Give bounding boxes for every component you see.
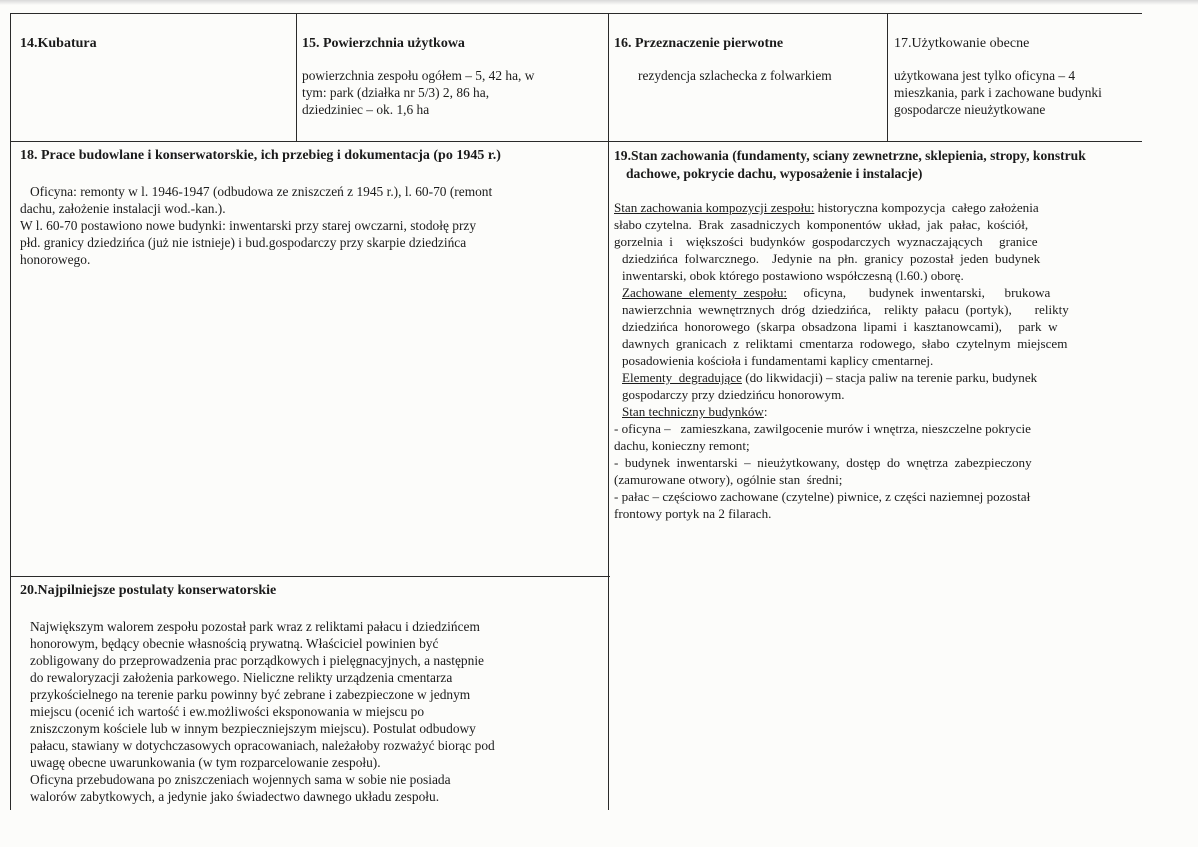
section-15-line: tym: park (działka nr 5/3) 2, 86 ha, xyxy=(302,85,490,100)
row-divider-2 xyxy=(10,576,610,577)
section-20-line: Największym walorem zespołu pozostał park wraz z reliktami pałacu i dziedzińcem xyxy=(30,619,480,634)
section-19-p1-heading: Stan zachowania kompozycji zespołu: xyxy=(614,200,815,215)
section-19-p4-line: (zamurowane otwory), ogólnie stan średni; xyxy=(614,472,843,487)
section-18-prace-budowlane xyxy=(20,147,604,268)
section-18-line: W l. 60-70 postawiono nowe budynki: inwentarski przy starej owczarni, stodołę przy xyxy=(20,218,477,233)
table-top-border xyxy=(10,13,1142,14)
col-divider-17 xyxy=(887,13,888,141)
section-19-p4-colon: : xyxy=(763,404,768,419)
section-19-p1-line: gorzelnia i większości budynków gospodarczych wyznaczających granice xyxy=(614,234,1038,249)
section-20-line: zobligowany do przeprowadzenia prac porządkowych i pielęgnacyjnych, a następnie xyxy=(30,653,484,668)
section-17-uzytkowanie xyxy=(894,35,1144,118)
section-20-line: zniszczonym kościele lub w innym bezpieczniejszym miejscu). Postulat odbudowy xyxy=(30,721,476,736)
section-19-p2-line: dziedzińca honorowego (skarpa obsadzona lipami i kasztanowcami), park w xyxy=(622,319,1058,334)
section-19-stan-zachowania xyxy=(614,147,1142,522)
section-19-p2-rest: oficyna, budynek inwentarski, brukowa xyxy=(787,285,1051,300)
section-17-line: gospodarcze nieużytkowane xyxy=(894,102,1046,117)
row-divider-1 xyxy=(10,141,1142,142)
section-19-p2-line: nawierzchnia wewnętrznych dróg dziedzińca, relikty pałacu (portyk), relikty xyxy=(622,302,1069,317)
section-19-p1-rest: historyczna kompozycja całego założenia xyxy=(814,200,1039,215)
section-16-value: rezydencja szlachecka z folwarkiem xyxy=(638,68,832,83)
section-19-p3-line xyxy=(614,369,1140,386)
section-19-p1-line: dziedzińca folwarcznego. Jedynie na płn. granicy pozostał jeden budynek xyxy=(622,251,1041,266)
section-18-line: dachu, założenie instalacji wod.-kan.). xyxy=(20,201,226,216)
col-divider-middle xyxy=(608,13,609,810)
section-20-line: walorów zabytkowych, a jedynie jako świadectwo dawnego układu zespołu. xyxy=(30,789,440,804)
section-18-line: Oficyna: remonty w l. 1946-1947 (odbudowa ze zniszczeń z 1945 r.), l. 60-70 (remont xyxy=(30,184,493,199)
section-20-line: uwagę obecne uwarunkowania (w tym rozparcelowanie zespołu). xyxy=(30,755,381,770)
section-19-p1-line xyxy=(614,199,1140,216)
section-19-p2-heading: Zachowane elementy zespołu: xyxy=(622,285,788,300)
section-19-text xyxy=(614,199,1140,522)
section-19-p1-line: inwentarski, obok którego postawiono współczesną (l.60.) oborę. xyxy=(622,268,964,283)
section-19-p4-line: - oficyna – zamieszkana, zawilgocenie murów i wnętrza, nieszczelne pokrycie xyxy=(614,421,1031,436)
section-19-p4-line: dachu, konieczny remont; xyxy=(614,438,750,453)
section-19-p4-line xyxy=(614,403,1140,420)
section-17-label: 17.Użytkowanie obecne xyxy=(894,36,1030,51)
section-16-przeznaczenie xyxy=(614,35,882,84)
section-19-p4-line: - budynek inwentarski – nieużytkowany, dostęp do wnętrza zabezpieczony xyxy=(614,455,1032,470)
section-19-p2-line: posadowienia kościoła i fundamentami kaplicy cmentarnej. xyxy=(622,353,934,368)
section-20-text xyxy=(20,618,604,805)
section-19-label-line: dachowe, pokrycie dachu, wyposażenie i instalacje) xyxy=(626,166,923,181)
section-20-postulaty xyxy=(20,582,604,805)
section-19-label xyxy=(614,147,1142,183)
section-19-p1-line: słabo czytelna. Brak zasadniczych komponentów układ, jak pałac, kościół, xyxy=(614,217,1029,232)
section-17-text xyxy=(894,67,1144,118)
section-15-powierzchnia xyxy=(302,35,602,118)
section-15-text xyxy=(302,67,602,118)
section-19-p4-line: frontowy portyk na 2 filarach. xyxy=(614,506,772,521)
section-20-line: przykościelnego na terenie parku powinny być zebrane i zabezpieczone w jednym xyxy=(30,687,471,702)
section-14-label: 14.Kubatura xyxy=(20,36,97,51)
section-15-line: powierzchnia zespołu ogółem – 5, 42 ha, w xyxy=(302,68,535,83)
section-20-line: do rewaloryzacji założenia parkowego. Nieliczne relikty urządzenia cmentarza xyxy=(30,670,453,685)
section-18-label: 18. Prace budowlane i konserwatorskie, ich przebieg i dokumentacja (po 1945 r.) xyxy=(20,148,501,163)
section-20-line: Oficyna przebudowana po zniszczeniach wojennych sama w sobie nie posiada xyxy=(30,772,451,787)
col-divider-15 xyxy=(296,13,297,141)
section-19-p3-rest: (do likwidacji) – stacja paliw na terenie parku, budynek xyxy=(741,370,1038,385)
section-17-line: mieszkania, park i zachowane budynki xyxy=(894,85,1102,100)
section-15-line: dziedziniec – ok. 1,6 ha xyxy=(302,102,430,117)
section-19-p2-line: dawnych granicach z reliktami cmentarza rodowego, słabo czytelnym miejscem xyxy=(622,336,1068,351)
section-17-line: użytkowana jest tylko oficyna – 4 xyxy=(894,68,1076,83)
section-15-label: 15. Powierzchnia użytkowa xyxy=(302,36,465,51)
table-left-border xyxy=(10,13,11,810)
section-18-text xyxy=(20,183,604,268)
section-19-p3-line: gospodarczy przy dziedzińcu honorowym. xyxy=(622,387,845,402)
section-19-p4-line: - pałac – częściowo zachowane (czytelne) piwnice, z części naziemnej pozostał xyxy=(614,489,1031,504)
section-14-kubatura xyxy=(20,35,290,53)
section-20-line: miejscu (ocenić ich wartość i ew.możliwości eksponowania w miejscu po xyxy=(30,704,425,719)
section-18-line: honorowego. xyxy=(20,252,91,267)
section-19-label-line: 19.Stan zachowania (fundamenty, sciany zewnetrzne, sklepienia, stropy, konstruk xyxy=(614,148,1086,163)
section-20-line: pałacu, stawiany w dotychczasowych opracowaniach, należałoby rozważyć biorąc pod xyxy=(30,738,495,753)
section-19-p2-line xyxy=(614,284,1140,301)
section-20-label: 20.Najpilniejsze postulaty konserwatorskie xyxy=(20,583,277,598)
section-16-label: 16. Przeznaczenie pierwotne xyxy=(614,36,784,51)
section-20-line: honorowym, będący obecnie własnością prywatną. Właściciel powinien być xyxy=(30,636,439,651)
section-19-p3-heading: Elementy degradujące xyxy=(622,370,742,385)
section-18-line: płd. granicy dziedzińca (już nie istnieje) i bud.gospodarczy przy skarpie dziedzińca xyxy=(20,235,467,250)
section-19-p4-heading: Stan techniczny budynków xyxy=(622,404,764,419)
scan-edge-shadow xyxy=(0,0,1198,5)
